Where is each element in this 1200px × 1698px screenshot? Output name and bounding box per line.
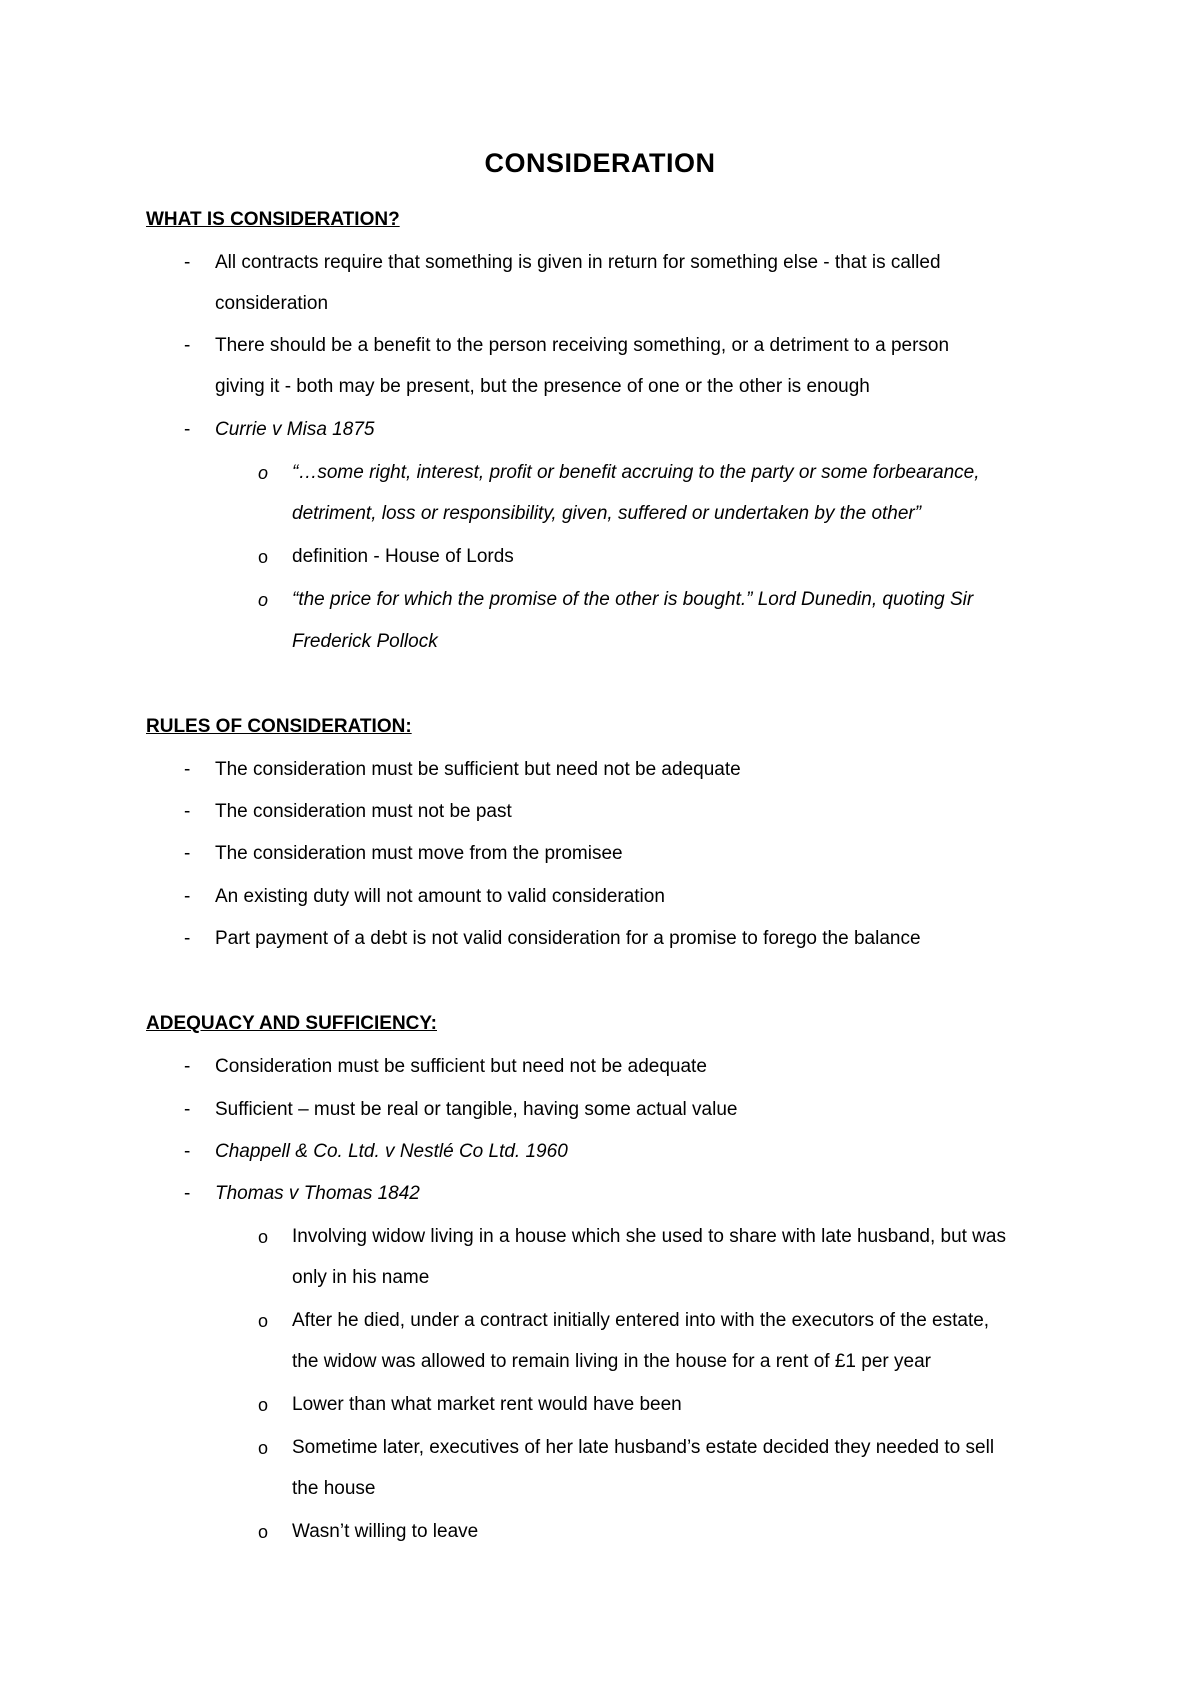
sub-list-item-continuation: Frederick Pollock <box>292 631 438 652</box>
sub-list-item-continuation: detriment, loss or responsibility, given, suffered or undertaken by the other” <box>292 503 922 524</box>
sub-list-item-continuation: the house <box>292 1478 376 1499</box>
list-item: The consideration must be sufficient but need not be adequate <box>215 759 741 780</box>
sub-list-item-continuation: only in his name <box>292 1267 430 1288</box>
list-item: Part payment of a debt is not valid consideration for a promise to forego the balance <box>215 928 921 949</box>
sub-list-item: After he died, under a contract initially entered into with the executors of the estate, <box>292 1310 990 1331</box>
dash-bullet: - <box>184 419 191 440</box>
sub-list-item-continuation: the widow was allowed to remain living in the house for a rent of £1 per year <box>292 1351 931 1372</box>
circle-bullet: o <box>258 1227 269 1247</box>
dash-bullet: - <box>184 843 191 864</box>
dash-bullet: - <box>184 886 191 907</box>
circle-bullet: o <box>258 547 269 567</box>
list-item: Consideration must be sufficient but need not be adequate <box>215 1056 707 1077</box>
circle-bullet: o <box>258 1438 269 1458</box>
sub-list-item: “…some right, interest, profit or benefit accruing to the party or some forbearance, <box>292 462 980 483</box>
list-item-continuation: giving it - both may be present, but the presence of one or the other is enough <box>215 376 870 397</box>
dash-bullet: - <box>184 1141 191 1162</box>
page-title: CONSIDERATION <box>484 148 716 178</box>
section-heading-adequacy: ADEQUACY AND SUFFICIENCY: <box>146 1013 437 1034</box>
sub-list-item: definition - House of Lords <box>292 546 514 567</box>
list-item-continuation: consideration <box>215 293 329 314</box>
circle-bullet: o <box>258 463 269 483</box>
circle-bullet: o <box>258 1311 269 1331</box>
dash-bullet: - <box>184 801 191 822</box>
dash-bullet: - <box>184 335 191 356</box>
section-heading-what-is: WHAT IS CONSIDERATION? <box>146 209 400 230</box>
dash-bullet: - <box>184 1183 191 1204</box>
list-item: All contracts require that something is given in return for something else - that is called <box>215 252 941 273</box>
list-item: The consideration must move from the promisee <box>215 843 623 864</box>
dash-bullet: - <box>184 759 191 780</box>
sub-list-item: Wasn’t willing to leave <box>292 1521 479 1542</box>
case-citation: Chappell & Co. Ltd. v Nestlé Co Ltd. 1960 <box>215 1141 568 1162</box>
list-item: There should be a benefit to the person receiving something, or a detriment to a person <box>215 335 950 356</box>
dash-bullet: - <box>184 1056 191 1077</box>
list-item: Sufficient – must be real or tangible, having some actual value <box>215 1099 738 1120</box>
dash-bullet: - <box>184 1099 191 1120</box>
dash-bullet: - <box>184 252 191 273</box>
circle-bullet: o <box>258 1522 269 1542</box>
sub-list-item: Sometime later, executives of her late husband’s estate decided they needed to sell <box>292 1437 995 1458</box>
sub-list-item: Lower than what market rent would have been <box>292 1394 682 1415</box>
case-citation: Currie v Misa 1875 <box>215 419 375 440</box>
case-citation: Thomas v Thomas 1842 <box>215 1183 420 1204</box>
dash-bullet: - <box>184 928 191 949</box>
sub-list-item: “the price for which the promise of the other is bought.” Lord Dunedin, quoting Sir <box>292 589 974 610</box>
list-item: The consideration must not be past <box>215 801 512 822</box>
section-heading-rules: RULES OF CONSIDERATION: <box>146 716 412 737</box>
list-item: An existing duty will not amount to valid consideration <box>215 886 665 907</box>
sub-list-item: Involving widow living in a house which she used to share with late husband, but was <box>292 1226 1006 1247</box>
circle-bullet: o <box>258 1395 269 1415</box>
circle-bullet: o <box>258 590 269 610</box>
